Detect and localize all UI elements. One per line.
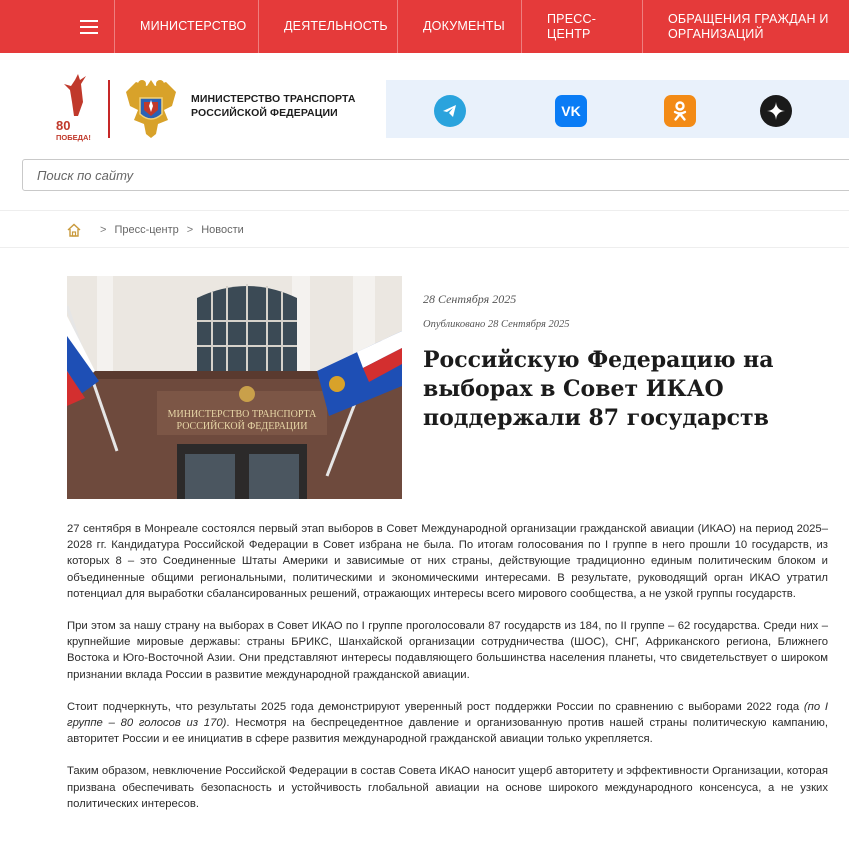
logo-divider — [108, 80, 110, 138]
image-sign-line-2: РОССИЙСКОЙ ФЕДЕРАЦИИ — [176, 421, 308, 432]
breadcrumb-news[interactable]: Новости — [201, 224, 244, 236]
menu-button[interactable] — [0, 0, 115, 53]
nav-item-label: МИНИСТЕРСТВО — [140, 19, 247, 33]
odnoklassniki-icon[interactable] — [664, 95, 696, 127]
ministry-name[interactable] — [191, 92, 361, 120]
nav-item-label: ОБРАЩЕНИЯ ГРАЖДАН И ОРГАНИЗАЦИЙ — [668, 11, 829, 41]
victory-logo-caption: ПОБЕДА! — [56, 133, 91, 142]
article-published-date: Опубликовано 28 Сентября 2025 — [423, 319, 570, 330]
ministry-emblem-logo[interactable] — [122, 76, 180, 140]
nav-item-label: ДЕЯТЕЛЬНОСТЬ — [284, 19, 388, 33]
article-paragraph — [67, 699, 828, 748]
social-links-panel — [386, 80, 849, 138]
search-input[interactable] — [22, 159, 849, 191]
nav-item-press-center[interactable] — [522, 0, 643, 53]
home-icon[interactable] — [66, 222, 82, 238]
nav-item-ministry[interactable] — [115, 0, 259, 53]
breadcrumb-press-center[interactable]: Пресс-центр — [114, 224, 179, 236]
article-title: Российскую Федерацию на выборах в Совет ИКАО поддержали 87 государств — [423, 347, 774, 431]
ministry-name-line-2: РОССИЙСКОЙ ФЕДЕРАЦИИ — [191, 107, 338, 119]
nav-item-appeals[interactable] — [643, 0, 849, 53]
article-text: Стоит подчеркнуть, что результаты 2025 года демонстрируют уверенный рост поддержки России по сравнению с выборами 2022 года — [67, 700, 804, 713]
nav-item-documents[interactable] — [398, 0, 522, 53]
nav-item-label: ПРЕСС-ЦЕНТР — [547, 11, 597, 41]
ministry-name-line-1: МИНИСТЕРСТВО ТРАНСПОРТА — [191, 93, 356, 105]
vk-icon-label: VK — [561, 103, 581, 119]
breadcrumb — [66, 221, 244, 239]
victory-80-logo[interactable] — [56, 72, 92, 142]
article-date: 28 Сентября 2025 — [423, 292, 517, 306]
article-image — [67, 276, 402, 499]
telegram-icon[interactable] — [434, 95, 466, 127]
article-paragraph: 27 сентября в Монреале состоялся первый этап выборов в Совет Международной организации гражданской авиации (ИКАО) на период 2025–2028 гг. Кандидатура Российской Федерации в Совет избрана не была. По итогам голосования по I группе в него прошли 10 государств, из которых 8 – это Соединенные Штаты Америки и зависимые от них страны, действующие традиционно единым политическим блоком и объединенные общими региональными, политическими и экономическими интересами. В результате, руководящий орган ИКАО утратил потенциал для выработки сбалансированных решений, отражающих интересы всего мирового сообщества, а не узкой группы государств. — [67, 523, 828, 600]
dzen-icon[interactable] — [760, 95, 792, 127]
breadcrumb-separator: > — [100, 224, 107, 236]
top-nav — [0, 0, 849, 53]
breadcrumb-separator: > — [186, 224, 194, 236]
vk-icon[interactable] — [555, 95, 587, 127]
article-text-italic: (по I группе – 80 голосов из 170) — [67, 700, 828, 730]
article-paragraph: При этом за нашу страну на выборах в Совет ИКАО по I группе проголосовали 87 государств из 184, по II группе – 62 государства. Среди них – крупнейшие мировые державы: страны БРИКС, Шанхайской организации сотрудничества (ШОС), СНГ, Африканского региона, Ближнего Востока и Юго-Восточной Азии. Они представляют интересы подавляющего большинства населения планеты, что свидетельствует о широком признании вклада России в развитие международной гражданской авиации. — [67, 620, 828, 681]
victory-logo-number: 80 — [56, 118, 71, 133]
article-paragraph: Таким образом, невключение Российской Федерации в состав Совета ИКАО наносит ущерб авторитету и эффективности Организации, которая призвана обеспечивать безопасность и устойчивость глобальной авиации на основе широкого международного консенсуса, а не узких политических интересов. — [67, 765, 828, 810]
nav-item-activity[interactable] — [259, 0, 398, 53]
image-sign-line-1: МИНИСТЕРСТВО ТРАНСПОРТА — [167, 409, 317, 420]
nav-item-label: ДОКУМЕНТЫ — [423, 19, 505, 33]
hamburger-icon — [80, 20, 98, 34]
article-body — [67, 521, 828, 828]
article-text: . Несмотря на беспрецедентное давление и организованную против нашей страны политическую кампанию, авторитет России и ее инициатив в сфере развития международной гражданской авиации только укрепляется. — [67, 717, 828, 746]
